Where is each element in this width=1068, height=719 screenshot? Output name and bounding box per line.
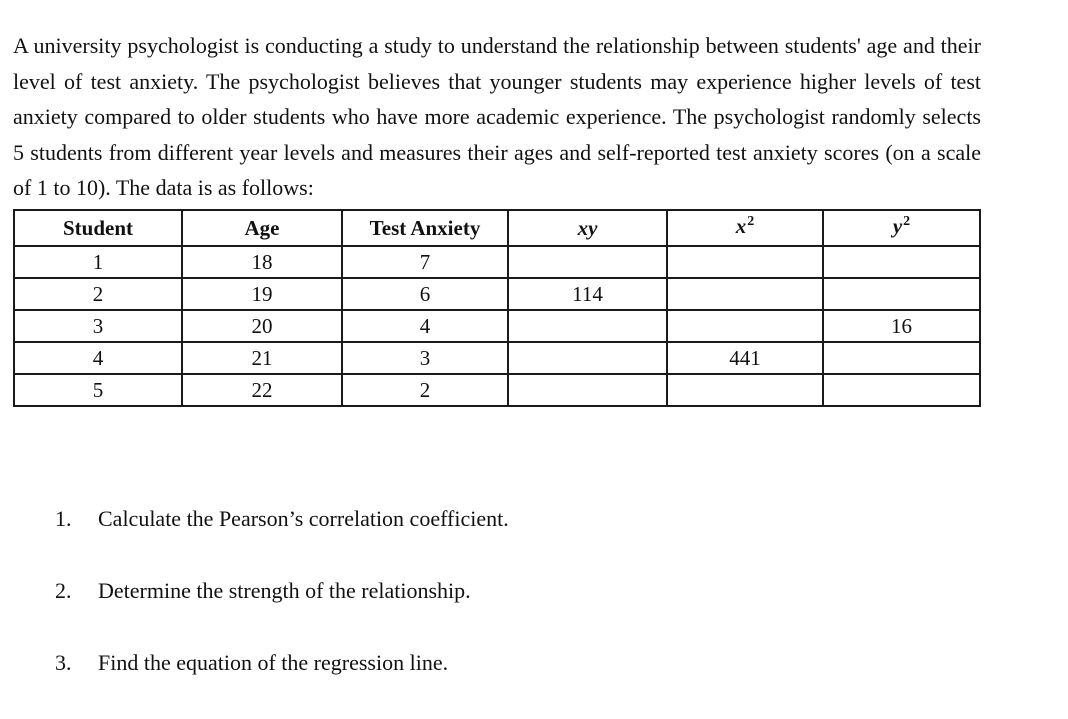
cell-age: 21: [182, 342, 342, 374]
cell-student: 3: [14, 310, 182, 342]
y-squared-base: y: [892, 213, 903, 238]
cell-xy: 114: [508, 278, 667, 310]
question-number: 2.: [55, 578, 72, 603]
cell-y-squared: [823, 246, 980, 278]
table-row: [14, 342, 980, 374]
cell-x-squared: [667, 278, 823, 310]
question-item: [55, 647, 509, 719]
header-student: Student: [14, 210, 182, 246]
question-item: [55, 503, 509, 575]
document-page: [13, 28, 981, 407]
cell-y-squared: [823, 278, 980, 310]
question-text: Determine the strength of the relationship.: [98, 578, 471, 603]
cell-y-squared: 16: [823, 310, 980, 342]
question-text: Calculate the Pearson’s correlation coefficient.: [98, 506, 509, 531]
cell-anxiety: 4: [342, 310, 508, 342]
header-test-anxiety: Test Anxiety: [342, 210, 508, 246]
x-squared-exponent: 2: [747, 213, 755, 229]
header-x-squared: [667, 210, 823, 246]
cell-x-squared: [667, 246, 823, 278]
table-row: [14, 246, 980, 278]
table-header-row: [14, 210, 980, 246]
cell-age: 22: [182, 374, 342, 406]
problem-statement: A university psychologist is conducting a study to understand the relationship between students' age and their level of test anxiety. The psychologist believes that younger students may experience higher levels of test anxiety compared to older students who have more academic experience. The psychologist randomly selects 5 students from different year levels and measures their ages and self-reported test anxiety scores (on a scale of 1 to 10). The data is as follows:: [13, 33, 981, 201]
cell-x-squared: 441: [667, 342, 823, 374]
cell-xy: [508, 310, 667, 342]
question-number: 3.: [55, 650, 72, 675]
cell-anxiety: 3: [342, 342, 508, 374]
table-row: [14, 374, 980, 406]
header-age: Age: [182, 210, 342, 246]
cell-age: 18: [182, 246, 342, 278]
cell-age: 19: [182, 278, 342, 310]
cell-student: 1: [14, 246, 182, 278]
header-xy: xy: [508, 210, 667, 246]
cell-y-squared: [823, 342, 980, 374]
table-row: [14, 278, 980, 310]
x-squared-base: x: [735, 213, 747, 238]
cell-student: 4: [14, 342, 182, 374]
question-item: [55, 575, 509, 647]
question-text: Find the equation of the regression line.: [98, 650, 449, 675]
cell-anxiety: 6: [342, 278, 508, 310]
cell-student: 5: [14, 374, 182, 406]
cell-x-squared: [667, 374, 823, 406]
table-row: [14, 310, 980, 342]
question-list: [55, 503, 509, 719]
cell-student: 2: [14, 278, 182, 310]
cell-xy: [508, 342, 667, 374]
cell-y-squared: [823, 374, 980, 406]
question-number: 1.: [55, 506, 72, 531]
cell-x-squared: [667, 310, 823, 342]
header-y-squared: [823, 210, 980, 246]
cell-anxiety: 2: [342, 374, 508, 406]
cell-xy: [508, 246, 667, 278]
data-table: [13, 209, 981, 407]
cell-age: 20: [182, 310, 342, 342]
cell-xy: [508, 374, 667, 406]
y-squared-exponent: 2: [903, 213, 911, 229]
cell-anxiety: 7: [342, 246, 508, 278]
